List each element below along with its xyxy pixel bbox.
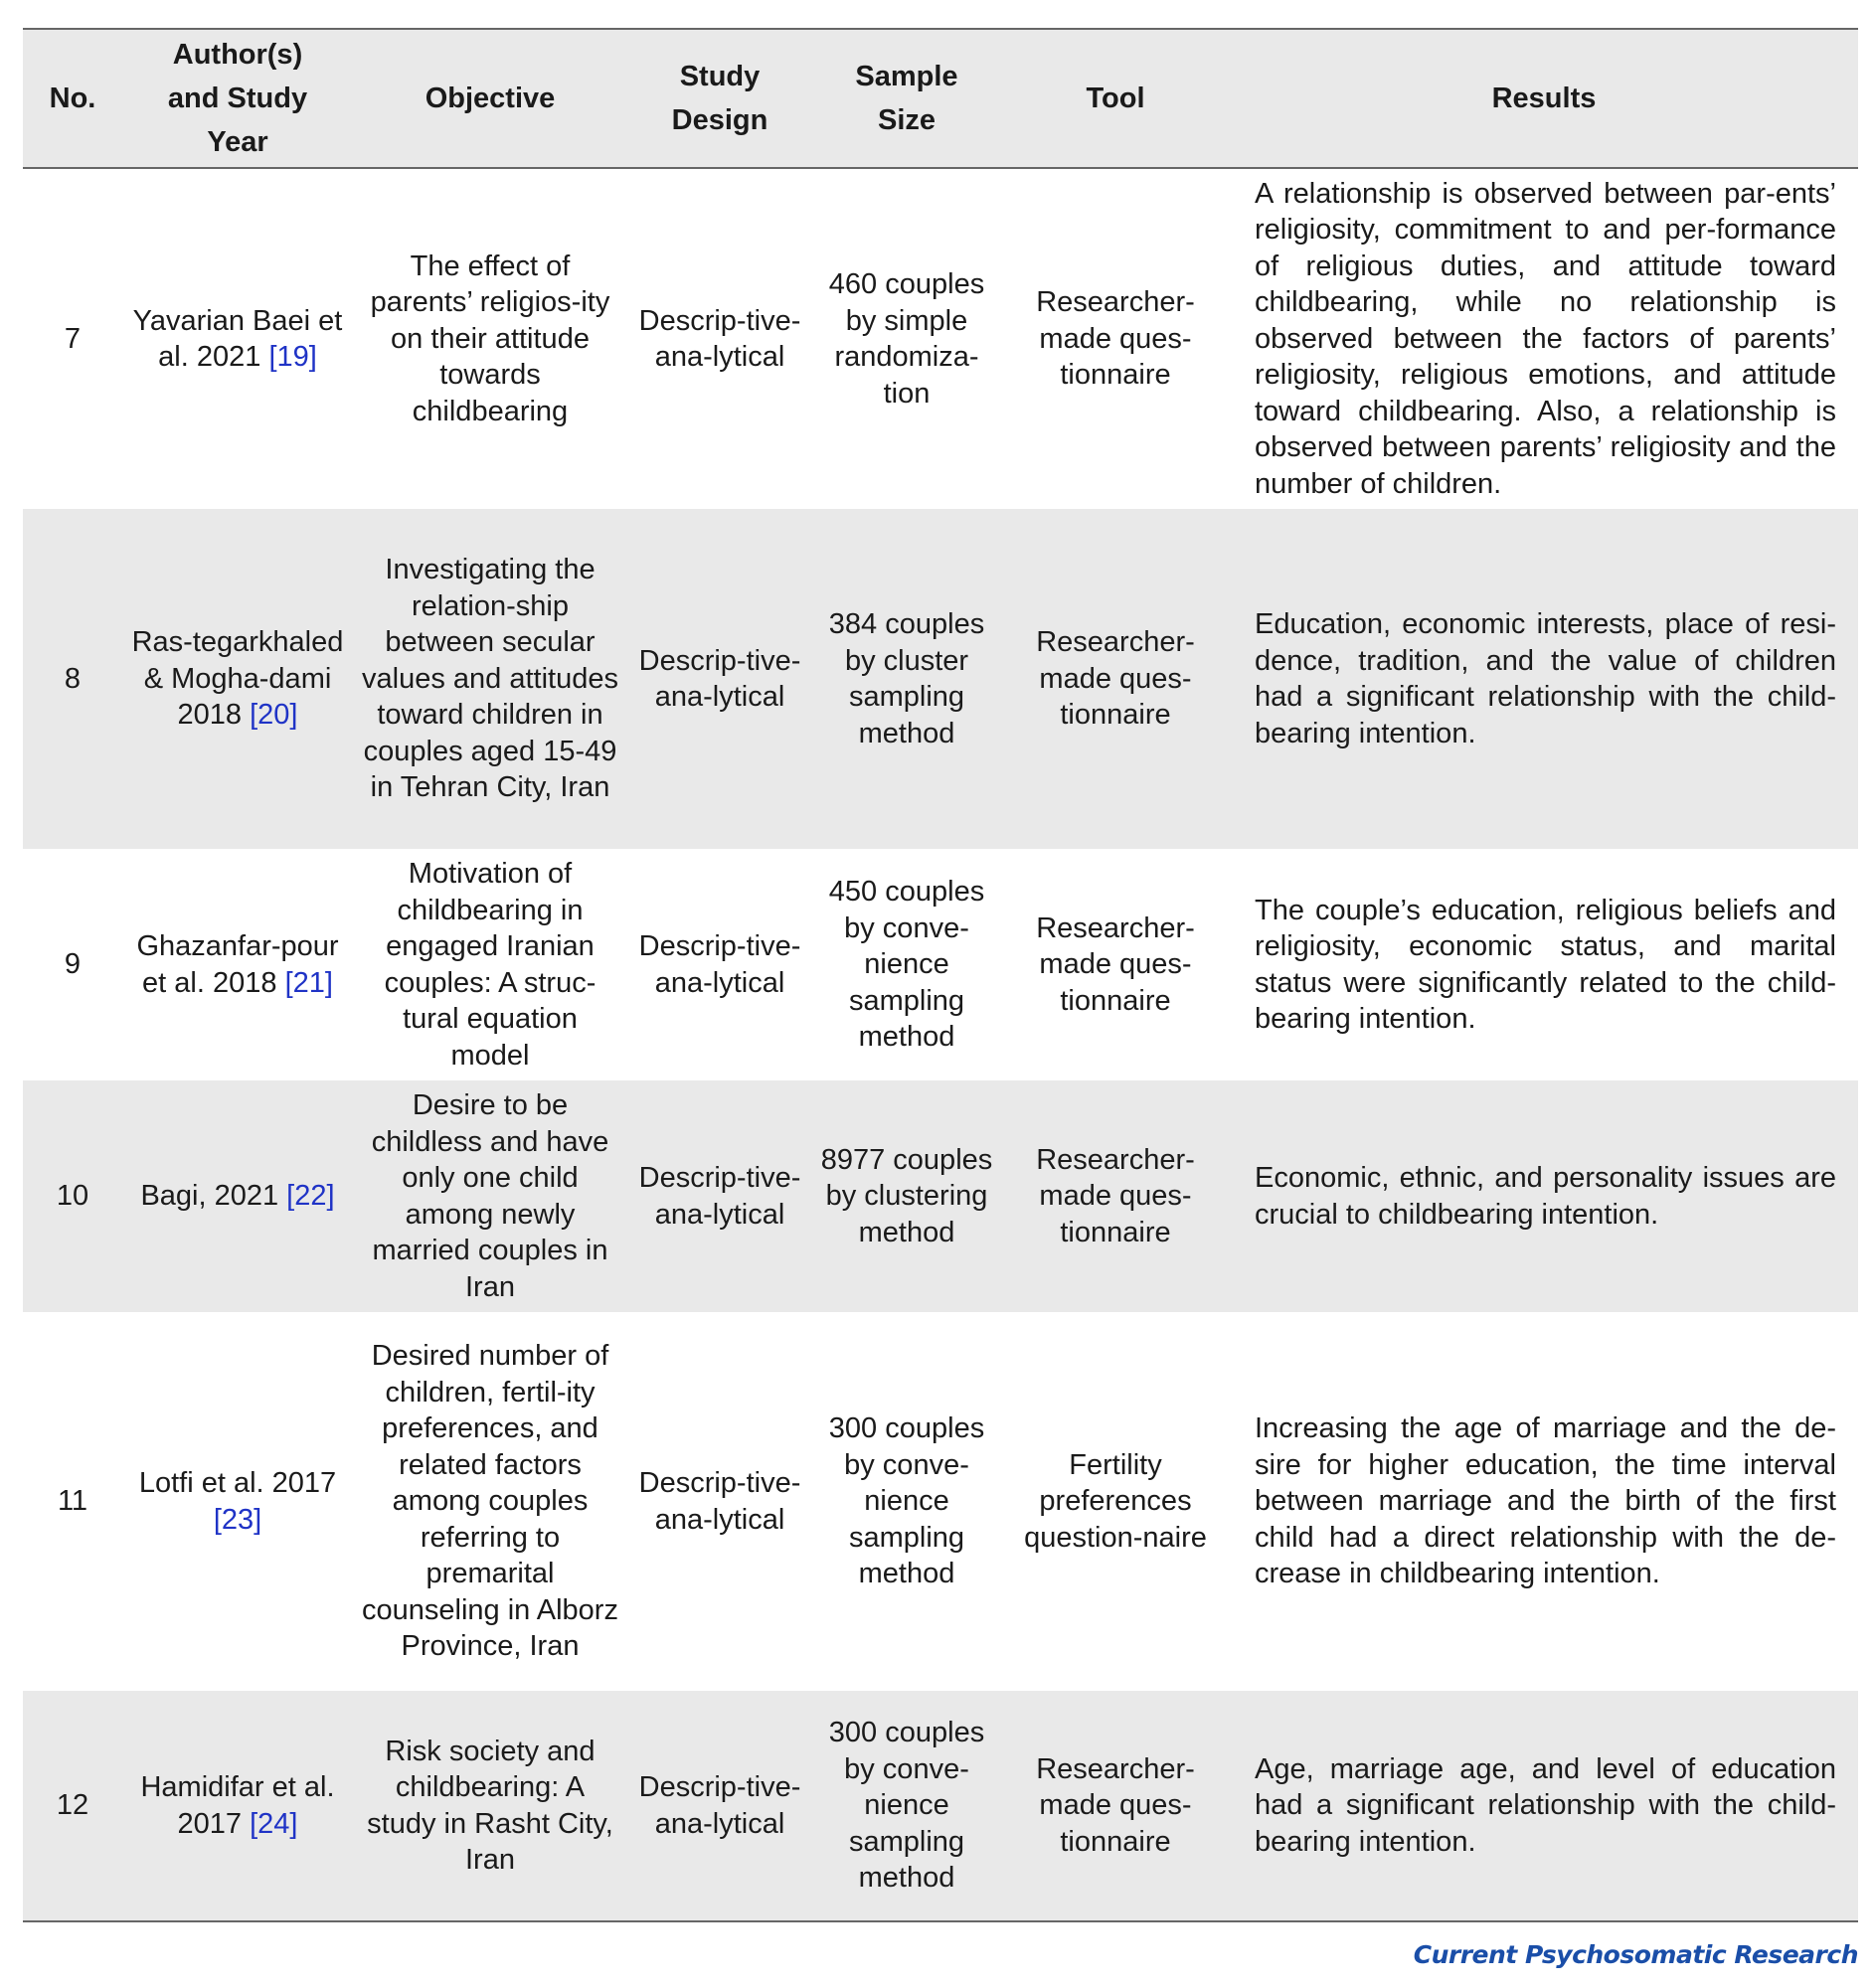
row-objective: Motivation of childbearing in engaged Iranian couples: A struc-tural equation model (384, 858, 596, 1072)
row-objective: Desire to be childless and have only one child among newly married couples in Iran (371, 1089, 609, 1303)
row-tool: Researcher-made ques-tionnaire (1036, 626, 1195, 732)
row-sample: 460 couples by simple randomiza-tion (828, 268, 985, 410)
studies-table (23, 28, 1858, 1922)
row-tool: Researcher-made ques-tionnaire (1036, 911, 1195, 1017)
citation-link[interactable]: [24] (250, 1807, 298, 1840)
header-sample: Sample Size (855, 61, 958, 136)
citation-link[interactable]: [23] (213, 1503, 262, 1536)
row-tool: Researcher-made ques-tionnaire (1036, 286, 1195, 392)
row-tool: Researcher-made ques-tionnaire (1036, 1143, 1195, 1248)
header-results: Results (1491, 83, 1597, 114)
table-row (23, 1312, 1858, 1691)
row-author: Bagi, 2021 [22] (140, 1180, 335, 1213)
row-objective: The effect of parents’ religios-ity on their attitude towards childbearing (370, 249, 610, 427)
table-header (23, 30, 1858, 169)
row-design: Descrip-tive-ana-lytical (638, 1467, 801, 1536)
row-sample: 450 couples by conve-nience sampling method (828, 876, 985, 1054)
citation-link[interactable]: [22] (286, 1180, 335, 1213)
row-design: Descrip-tive-ana-lytical (638, 1162, 801, 1231)
row-tool: Fertility preferences question-naire (1024, 1448, 1207, 1554)
row-no: 7 (64, 322, 82, 355)
row-results: Age, marriage age, and level of education had a significant relationship with the child-bearing intention. (1255, 1752, 1836, 1858)
row-author: Ghazanfar-pour et al. 2018 [21] (136, 930, 339, 999)
header-objective: Objective (425, 83, 556, 114)
row-objective: Desired number of children, fertil-ity preferences, and related factors among couples referring to premarital counseling in Alborz Province, Iran (362, 1340, 618, 1663)
row-author: Yavarian Baei et al. 2021 [19] (132, 304, 343, 373)
table-row (23, 509, 1858, 849)
table-row (23, 1080, 1858, 1312)
table-row (23, 169, 1858, 509)
row-no: 10 (56, 1180, 89, 1213)
row-sample: 384 couples by cluster sampling method (828, 608, 985, 749)
row-results: Education, economic interests, place of resi-dence, tradition, and the value of children had a significant relationship with the child-bearing intention. (1255, 608, 1836, 749)
row-design: Descrip-tive-ana-lytical (638, 304, 801, 373)
row-no: 12 (56, 1789, 89, 1822)
row-objective: Investigating the relation-ship between secular values and attitudes toward children in couples aged 15-49 in Tehran City, Iran (362, 554, 618, 804)
row-sample: 8977 couples by clustering method (820, 1143, 993, 1248)
row-no: 11 (57, 1485, 88, 1518)
row-design: Descrip-tive-ana-lytical (638, 1771, 801, 1840)
header-author: Author(s) and Study Year (167, 39, 308, 158)
header-tool: Tool (1086, 83, 1145, 114)
row-design: Descrip-tive-ana-lytical (638, 644, 801, 713)
row-design: Descrip-tive-ana-lytical (638, 930, 801, 999)
citation-link[interactable]: [19] (268, 341, 317, 373)
table-row (23, 849, 1858, 1080)
journal-footer: Current Psychosomatic Research (1413, 1940, 1858, 1969)
header-no: No. (49, 83, 96, 114)
row-author: Hamidifar et al. 2017 [24] (140, 1771, 335, 1840)
row-tool: Researcher-made ques-tionnaire (1036, 1752, 1195, 1858)
row-sample: 300 couples by conve-nience sampling method (828, 1717, 985, 1895)
row-author: Lotfi et al. 2017 [23] (138, 1467, 337, 1536)
row-results: Economic, ethnic, and personality issues are crucial to childbearing intention. (1255, 1162, 1836, 1231)
row-results: A relationship is observed between par-ents’ religiosity, commitment to and per-formance of religious duties, and attitude toward childbearing, while no relationship is observed between the factors of parents’ religiosity, religious emotions, and attitude toward childbearing. Also, a relationship is observed between parents’ religiosity and the number of children. (1255, 177, 1836, 500)
row-results: Increasing the age of marriage and the de-sire for higher education, the time interval between marriage and the birth of the first child had a direct relationship with the de-crease in childbearing intention. (1255, 1412, 1836, 1590)
row-sample: 300 couples by conve-nience sampling method (828, 1412, 985, 1590)
row-author: Ras-tegarkhaled & Mogha-dami 2018 [20] (131, 626, 344, 732)
table-row (23, 1691, 1858, 1920)
header-design: Study Design (671, 61, 768, 136)
row-objective: Risk society and childbearing: A study in Rasht City, Iran (367, 1735, 613, 1876)
row-no: 9 (64, 948, 82, 981)
row-results: The couple’s education, religious beliefs and religiosity, economic status, and marital status were significantly related to the child-bearing intention. (1255, 894, 1836, 1035)
row-no: 8 (64, 662, 82, 695)
citation-link[interactable]: [20] (250, 699, 298, 732)
citation-link[interactable]: [21] (284, 966, 333, 999)
